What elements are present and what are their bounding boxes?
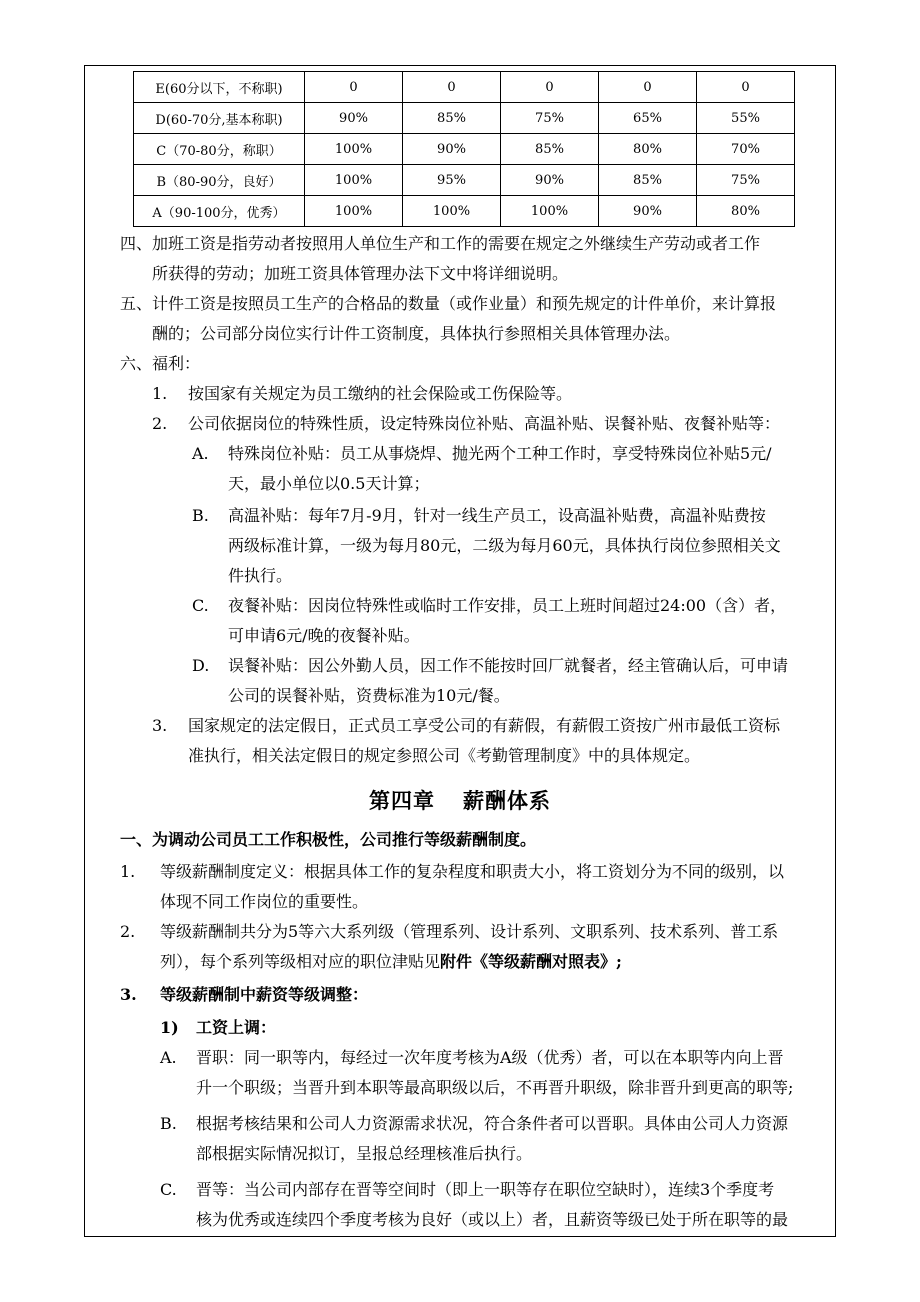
table-row xyxy=(134,196,795,227)
allowance-d-line-1: 误餐补贴：因公外勤人员，因工作不能按时回厂就餐者，经主管确认后，可申请 xyxy=(228,656,789,675)
allowance-d-label: D. xyxy=(192,656,210,675)
allowance-b-line-3: 件执行。 xyxy=(228,566,293,585)
welfare-3-line-2: 准执行，相关法定假日的规定参照公司《考勤管理制度》中的具体规定。 xyxy=(188,746,701,765)
attachment-reference: 附件《等级薪酬对照表》; xyxy=(440,952,622,971)
allowance-b-line-1: 高温补贴：每年7月-9月，针对一线生产员工，设高温补贴费，高温补贴费按 xyxy=(228,506,766,525)
item-2-number: 2. xyxy=(120,922,136,941)
table-cell: 100% xyxy=(403,196,501,227)
item-2-line-1: 等级薪酬制共分为5等六大系列级（管理系列、设计系列、文职系列、技术系列、普工系 xyxy=(160,922,779,941)
raise-b-label: B. xyxy=(160,1114,177,1133)
table-cell: 85% xyxy=(403,103,501,134)
allowance-c-line-1: 夜餐补贴：因岗位特殊性或临时工作安排，员工上班时间超过24:00（含）者， xyxy=(228,596,787,615)
welfare-1-number: 1. xyxy=(152,384,168,403)
welfare-2-number: 2. xyxy=(152,414,168,433)
sub-item-1-number: 1) xyxy=(160,1018,179,1037)
welfare-2-text: 公司依据岗位的特殊性质，设定特殊岗位补贴、高温补贴、误餐补贴、夜餐补贴等： xyxy=(188,414,781,433)
raise-c-line-1: 晋等：当公司内部存在晋等空间时（即上一职等存在职位空缺时），连续3个季度考 xyxy=(196,1180,775,1199)
welfare-3-number: 3. xyxy=(152,716,168,735)
table-cell: 90% xyxy=(305,103,403,134)
table-cell: 100% xyxy=(305,196,403,227)
table-row xyxy=(134,72,795,103)
grade-label: B（80-90分，良好） xyxy=(134,165,305,196)
allowance-c-line-2: 可申请6元/晚的夜餐补贴。 xyxy=(228,626,420,645)
section-6-title: 六、福利： xyxy=(120,354,201,373)
table-cell: 70% xyxy=(697,134,795,165)
table-row xyxy=(134,103,795,134)
raise-a-label: A. xyxy=(160,1048,177,1067)
table-cell: 80% xyxy=(697,196,795,227)
sub-item-1-text: 工资上调： xyxy=(196,1018,277,1037)
table-row xyxy=(134,134,795,165)
grade-label: C（70-80分，称职） xyxy=(134,134,305,165)
table-cell: 0 xyxy=(697,72,795,103)
section-4-line-1: 四、加班工资是指劳动者按照用人单位生产和工作的需要在规定之外继续生产劳动或者工作 xyxy=(120,234,761,253)
allowance-d-line-2: 公司的误餐补贴，资费标准为10元/餐。 xyxy=(228,686,510,705)
table-cell: 55% xyxy=(697,103,795,134)
table-cell: 95% xyxy=(403,165,501,196)
table-cell: 85% xyxy=(501,134,599,165)
section-5-line-2: 酬的；公司部分岗位实行计件工资制度，具体执行参照相关具体管理办法。 xyxy=(152,324,681,343)
table-cell: 100% xyxy=(305,165,403,196)
table-row xyxy=(134,165,795,196)
item-1-line-1: 等级薪酬制度定义：根据具体工作的复杂程度和职责大小，将工资划分为不同的级别，以 xyxy=(160,862,785,881)
table-cell: 85% xyxy=(599,165,697,196)
item-1-line-2: 体现不同工作岗位的重要性。 xyxy=(160,892,369,911)
grade-label: E(60分以下，不称职) xyxy=(134,72,305,103)
item-3-number: 3. xyxy=(120,985,137,1004)
chapter-title: 薪酬体系 xyxy=(463,788,551,813)
raise-c-line-2: 核为优秀或连续四个季度考核为良好（或以上）者，且薪资等级已处于所在职等的最 xyxy=(196,1210,789,1229)
grade-coefficient-table xyxy=(133,71,795,227)
table-cell: 75% xyxy=(501,103,599,134)
table-cell: 0 xyxy=(501,72,599,103)
section-5-line-1: 五、计件工资是按照员工生产的合格品的数量（或作业量）和预先规定的计件单价，来计算报 xyxy=(120,294,777,313)
allowance-a-line-2: 天，最小单位以0.5天计算； xyxy=(228,474,430,493)
grade-label: A（90-100分，优秀） xyxy=(134,196,305,227)
raise-a-line-1: 晋职：同一职等内，每经过一次年度考核为A级（优秀）者，可以在本职等内向上晋 xyxy=(196,1048,784,1067)
item-1-number: 1. xyxy=(120,862,136,881)
allowance-a-label: A. xyxy=(192,444,209,463)
table-cell: 65% xyxy=(599,103,697,134)
table-cell: 100% xyxy=(305,134,403,165)
allowance-a-line-1: 特殊岗位补贴：员工从事烧焊、抛光两个工种工作时，享受特殊岗位补贴5元/ xyxy=(228,444,772,463)
allowance-b-label: B. xyxy=(192,506,209,525)
table-cell: 100% xyxy=(501,196,599,227)
raise-b-line-2: 部根据实际情况拟订，呈报总经理核准后执行。 xyxy=(196,1144,533,1163)
chapter-number: 第四章 xyxy=(369,788,435,813)
welfare-1-text: 按国家有关规定为员工缴纳的社会保险或工伤保险等。 xyxy=(188,384,573,403)
item-2-line-2 xyxy=(160,952,622,972)
raise-b-line-1: 根据考核结果和公司人力资源需求状况，符合条件者可以晋职。具体由公司人力资源 xyxy=(196,1114,789,1133)
chapter-section-heading: 一、为调动公司员工工作积极性，公司推行等级薪酬制度。 xyxy=(120,830,537,849)
allowance-c-label: C. xyxy=(192,596,209,615)
table-cell: 0 xyxy=(403,72,501,103)
section-4-line-2: 所获得的劳动；加班工资具体管理办法下文中将详细说明。 xyxy=(152,264,569,283)
raise-a-line-2: 升一个职级；当晋升到本职等最高职级以后，不再晋升职级，除非晋升到更高的职等; xyxy=(196,1078,794,1097)
item-3-text: 等级薪酬制中薪资等级调整： xyxy=(160,985,369,1004)
grade-label: D(60-70分,基本称职) xyxy=(134,103,305,134)
welfare-3-line-1: 国家规定的法定假日，正式员工享受公司的有薪假，有薪假工资按广州市最低工资标 xyxy=(188,716,781,735)
table-cell: 80% xyxy=(599,134,697,165)
raise-c-label: C. xyxy=(160,1180,177,1199)
table-cell: 90% xyxy=(501,165,599,196)
chapter-heading xyxy=(0,785,920,815)
table-cell: 90% xyxy=(599,196,697,227)
table-cell: 90% xyxy=(403,134,501,165)
table-cell: 0 xyxy=(599,72,697,103)
item-2-line-2-text: 列），每个系列等级相对应的职位津贴见 xyxy=(160,952,441,971)
allowance-b-line-2: 两级标准计算，一级为每月80元，二级为每月60元，具体执行岗位参照相关文 xyxy=(228,536,781,555)
table-cell: 0 xyxy=(305,72,403,103)
table-cell: 75% xyxy=(697,165,795,196)
